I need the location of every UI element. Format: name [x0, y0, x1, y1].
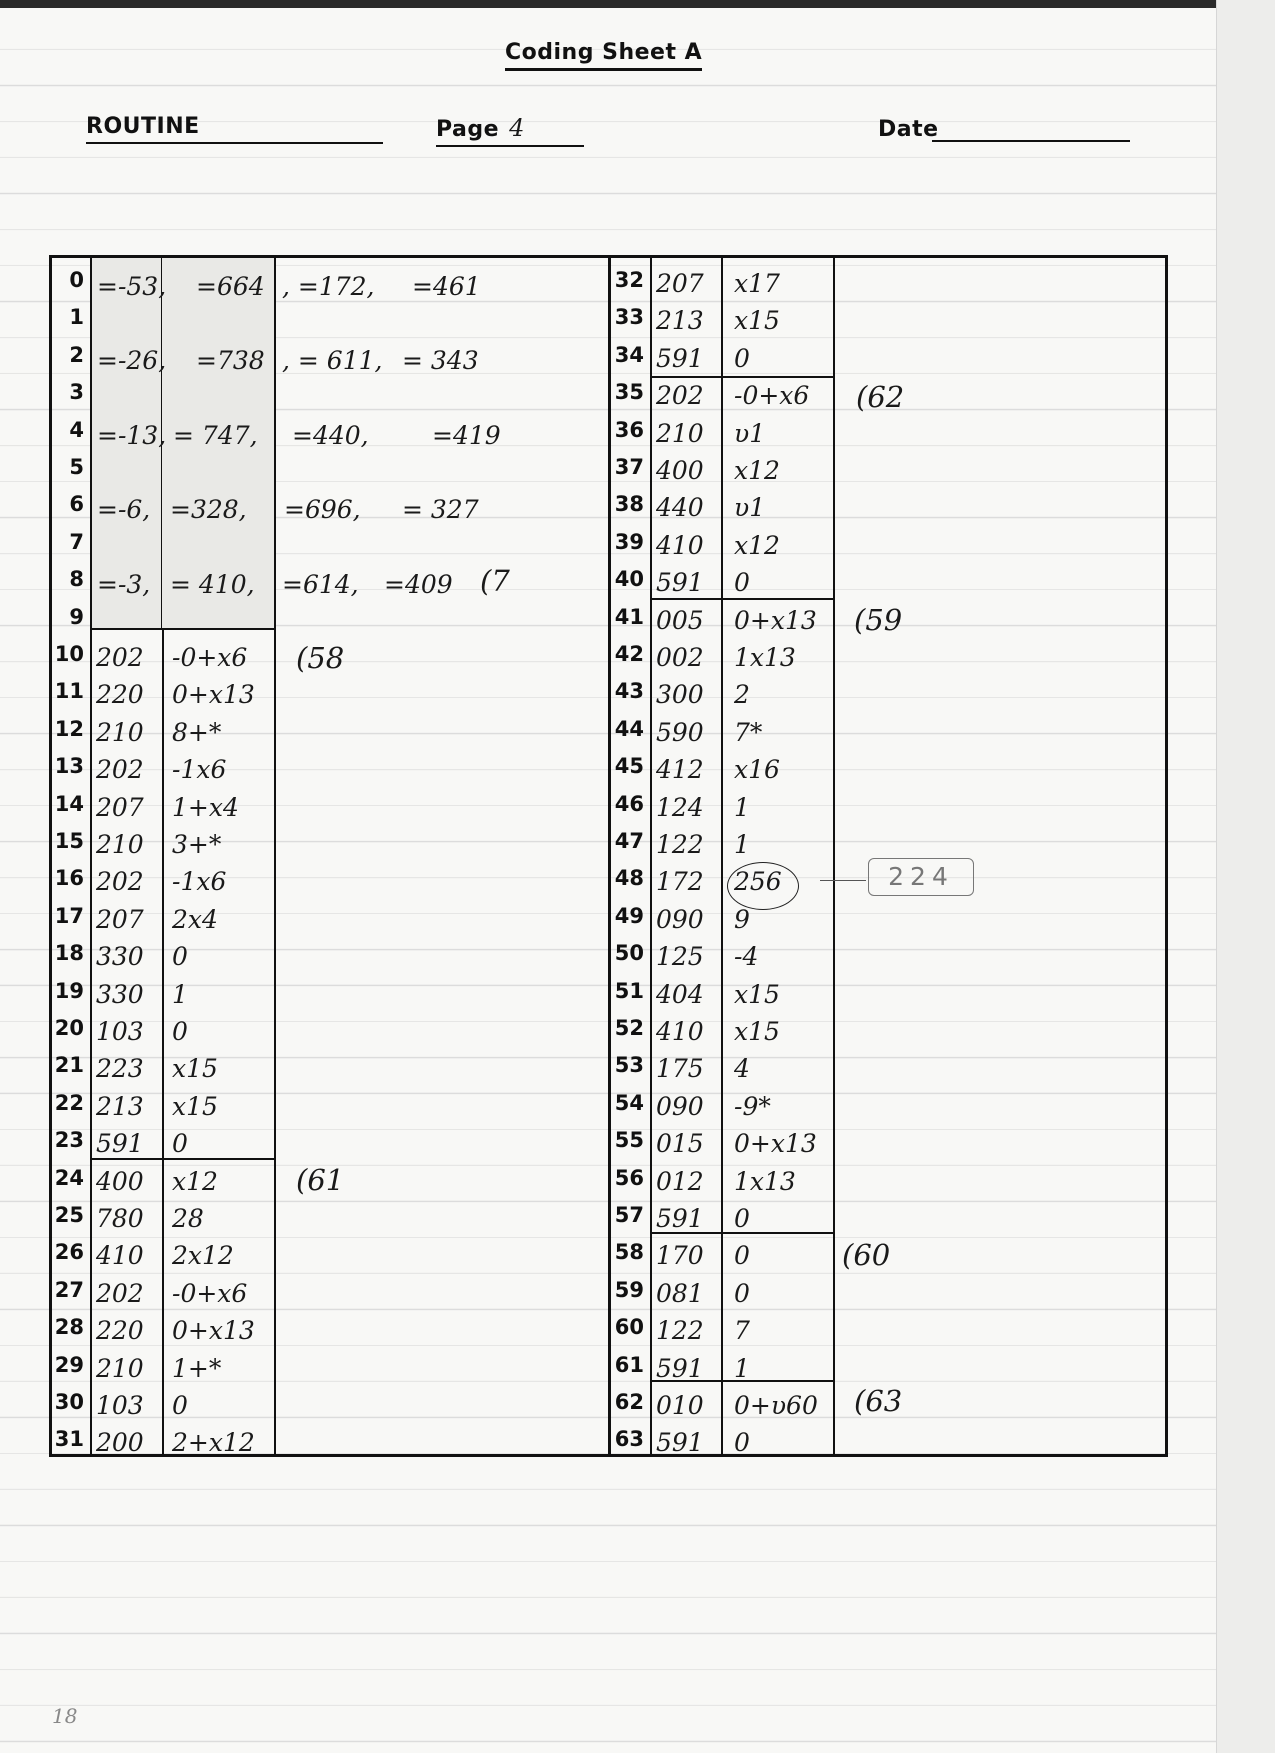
row-number: 58	[614, 1240, 644, 1264]
circled-value-mark	[727, 862, 799, 910]
link-note: (61	[296, 1163, 345, 1197]
operand-code: 1	[172, 980, 188, 1009]
operand-code: x15	[172, 1092, 218, 1121]
address-code: 202	[96, 643, 144, 672]
row-number: 1	[69, 305, 84, 329]
address-code: 175	[656, 1054, 704, 1083]
operand-code: 0+υ60	[734, 1391, 818, 1420]
address-code: 202	[96, 1279, 144, 1308]
constant-entry: =328,	[170, 495, 247, 524]
operand-code: x12	[172, 1167, 218, 1196]
row-number: 28	[54, 1315, 84, 1339]
row-number: 11	[54, 679, 84, 703]
row-number: 59	[614, 1278, 644, 1302]
constant-entry: =696,	[284, 495, 361, 524]
constant-entry: = 410,	[170, 570, 255, 599]
row-number: 44	[614, 717, 644, 741]
constant-entry: =409	[384, 570, 453, 599]
row-number: 43	[614, 679, 644, 703]
row-number: 21	[54, 1053, 84, 1077]
link-note: (60	[842, 1238, 891, 1272]
operand-code: 0	[734, 568, 750, 597]
constant-entry: = 343	[402, 346, 479, 375]
constant-entry: =440,	[292, 421, 369, 450]
address-code: 005	[656, 606, 704, 635]
address-code: 122	[656, 830, 704, 859]
address-code: 404	[656, 980, 704, 1009]
address-code: 122	[656, 1316, 704, 1345]
address-code: 210	[656, 419, 704, 448]
operand-code: 256	[734, 867, 782, 896]
row-number: 61	[614, 1353, 644, 1377]
operand-code: -0+x6	[172, 643, 248, 672]
address-code: 207	[96, 793, 144, 822]
row-number: 62	[614, 1390, 644, 1414]
row-number: 48	[614, 866, 644, 890]
row-number: 8	[69, 567, 84, 591]
operand-code: 1x13	[734, 1167, 796, 1196]
row-number: 7	[69, 530, 84, 554]
address-code: 400	[96, 1167, 144, 1196]
address-code: 210	[96, 1354, 144, 1383]
right-function-rule	[721, 258, 723, 1454]
constant-entry: =419	[432, 421, 501, 450]
row-number: 24	[54, 1166, 84, 1190]
operand-code: 0	[172, 942, 188, 971]
row-number: 35	[614, 380, 644, 404]
address-code: 300	[656, 680, 704, 709]
operand-code: 0	[172, 1017, 188, 1046]
left-function-rule	[162, 628, 164, 1454]
annotation-connector	[820, 880, 866, 881]
operand-code: 8+*	[172, 718, 222, 747]
row-number: 36	[614, 418, 644, 442]
page-field	[436, 114, 584, 147]
address-code: 591	[656, 1428, 704, 1457]
address-code: 103	[96, 1391, 144, 1420]
row-number: 10	[54, 642, 84, 666]
operand-code: υ1	[734, 419, 766, 448]
operand-code: x15	[734, 1017, 780, 1046]
operand-code: -9*	[734, 1092, 771, 1121]
row-number: 60	[614, 1315, 644, 1339]
operand-code: x16	[734, 755, 780, 784]
address-code: 591	[96, 1129, 144, 1158]
link-note: (59	[854, 603, 903, 637]
address-code: 591	[656, 568, 704, 597]
right-comment-rule	[833, 258, 835, 1454]
operand-code: 0	[172, 1129, 188, 1158]
address-code: 410	[656, 531, 704, 560]
row-number: 63	[614, 1427, 644, 1451]
address-code: 410	[96, 1241, 144, 1270]
block-divider	[90, 1158, 276, 1160]
address-code: 010	[656, 1391, 704, 1420]
operand-code: 7*	[734, 718, 763, 747]
row-number: 53	[614, 1053, 644, 1077]
operand-code: 1	[734, 830, 750, 859]
scan-top-edge	[0, 0, 1275, 8]
operand-code: 0	[734, 1241, 750, 1270]
row-number: 15	[54, 829, 84, 853]
operand-code: 0	[734, 1279, 750, 1308]
sheet-title: Coding Sheet A	[505, 40, 702, 71]
address-code: 330	[96, 980, 144, 1009]
block-divider	[90, 628, 276, 630]
block-divider	[650, 598, 835, 600]
link-note: (62	[856, 380, 905, 414]
constant-entry: =-53,	[97, 272, 167, 301]
operand-code: 1	[734, 1354, 750, 1383]
row-number: 19	[54, 979, 84, 1003]
address-code: 202	[656, 381, 704, 410]
address-code: 090	[656, 905, 704, 934]
constant-entry: =-6,	[97, 495, 151, 524]
row-number: 49	[614, 904, 644, 928]
row-number: 42	[614, 642, 644, 666]
operand-code: 0	[172, 1391, 188, 1420]
operand-code: 2x4	[172, 905, 218, 934]
address-code: 170	[656, 1241, 704, 1270]
row-number: 26	[54, 1240, 84, 1264]
operand-code: x15	[734, 980, 780, 1009]
address-code: 081	[656, 1279, 704, 1308]
row-number: 6	[69, 492, 84, 516]
row-number: 56	[614, 1166, 644, 1190]
address-code: 002	[656, 643, 704, 672]
page-value: 4	[509, 114, 525, 142]
row-number: 9	[69, 605, 84, 629]
operand-code: x12	[734, 456, 780, 485]
operand-code: 0	[734, 1204, 750, 1233]
row-number: 39	[614, 530, 644, 554]
operand-code: 9	[734, 905, 750, 934]
address-code: 200	[96, 1428, 144, 1457]
operand-code: x12	[734, 531, 780, 560]
row-number: 29	[54, 1353, 84, 1377]
row-number: 27	[54, 1278, 84, 1302]
constant-entry: =-13,	[97, 421, 167, 450]
operand-code: 2x12	[172, 1241, 234, 1270]
row-number: 0	[69, 268, 84, 292]
block-divider	[650, 376, 835, 378]
row-number: 55	[614, 1128, 644, 1152]
address-code: 591	[656, 344, 704, 373]
operand-code: x15	[734, 306, 780, 335]
row-number: 20	[54, 1016, 84, 1040]
page-label: Page	[436, 117, 500, 142]
constant-entry: = 747,	[173, 421, 258, 450]
row-number: 57	[614, 1203, 644, 1227]
row-number: 51	[614, 979, 644, 1003]
row-number: 54	[614, 1091, 644, 1115]
constant-entry: , =172,	[282, 272, 375, 301]
row-number: 31	[54, 1427, 84, 1451]
operand-code: -0+x6	[734, 381, 810, 410]
address-code: 412	[656, 755, 704, 784]
address-code: 780	[96, 1204, 144, 1233]
row-number: 23	[54, 1128, 84, 1152]
address-code: 213	[656, 306, 704, 335]
operand-code: 28	[172, 1204, 204, 1233]
row-number: 38	[614, 492, 644, 516]
constant-entry: =-26,	[97, 346, 167, 375]
row-number: 3	[69, 380, 84, 404]
operand-code: 1x13	[734, 643, 796, 672]
constant-entry: =461	[412, 272, 481, 301]
row-number: 12	[54, 717, 84, 741]
link-note: (63	[854, 1384, 903, 1418]
operand-code: 0+x13	[734, 606, 817, 635]
address-code: 210	[96, 718, 144, 747]
address-code: 172	[656, 867, 704, 896]
boxed-correction: 224	[868, 858, 974, 896]
address-code: 410	[656, 1017, 704, 1046]
address-code: 220	[96, 680, 144, 709]
constant-entry: =614,	[282, 570, 359, 599]
constant-entry: =-3,	[97, 570, 151, 599]
row-number: 18	[54, 941, 84, 965]
date-field-line	[932, 140, 1130, 142]
address-code: 220	[96, 1316, 144, 1345]
operand-code: x17	[734, 269, 780, 298]
address-code: 202	[96, 755, 144, 784]
constant-entry: =664	[196, 272, 265, 301]
address-code: 213	[96, 1092, 144, 1121]
row-number: 37	[614, 455, 644, 479]
operand-code: -0+x6	[172, 1279, 248, 1308]
row-number: 14	[54, 792, 84, 816]
row-number: 46	[614, 792, 644, 816]
address-code: 124	[656, 793, 704, 822]
row-number: 50	[614, 941, 644, 965]
constant-entry: =738	[196, 346, 265, 375]
row-number: 32	[614, 268, 644, 292]
constant-entry: , = 611,	[282, 346, 383, 375]
left-comment-rule	[274, 258, 276, 1454]
operand-code: x15	[172, 1054, 218, 1083]
address-code: 207	[656, 269, 704, 298]
row-number: 30	[54, 1390, 84, 1414]
operand-code: 0	[734, 1428, 750, 1457]
operand-code: -1x6	[172, 755, 227, 784]
row-number: 17	[54, 904, 84, 928]
operand-code: 1+x4	[172, 793, 239, 822]
address-code: 330	[96, 942, 144, 971]
operand-code: 7	[734, 1316, 750, 1345]
routine-label: ROUTINE	[86, 114, 383, 144]
address-code: 103	[96, 1017, 144, 1046]
operand-code: υ1	[734, 493, 766, 522]
operand-code: 3+*	[172, 830, 222, 859]
address-code: 400	[656, 456, 704, 485]
row-number: 33	[614, 305, 644, 329]
row-number: 4	[69, 418, 84, 442]
row-number: 45	[614, 754, 644, 778]
address-code: 012	[656, 1167, 704, 1196]
right-address-rule	[650, 258, 652, 1454]
link-note: (58	[296, 641, 345, 675]
date-label: Date	[878, 117, 939, 142]
corner-pencil-mark: 18	[52, 1704, 78, 1728]
address-code: 440	[656, 493, 704, 522]
address-code: 207	[96, 905, 144, 934]
row-number: 16	[54, 866, 84, 890]
operand-code: 2	[734, 680, 750, 709]
left-address-rule	[90, 258, 92, 1454]
operand-code: 1+*	[172, 1354, 222, 1383]
row-number: 52	[614, 1016, 644, 1040]
operand-code: 2+x12	[172, 1428, 255, 1457]
scan-right-edge	[1216, 0, 1275, 1753]
address-code: 090	[656, 1092, 704, 1121]
operand-code: 4	[734, 1054, 750, 1083]
operand-code: 0	[734, 344, 750, 373]
operand-code: -4	[734, 942, 759, 971]
operand-code: 0+x13	[172, 1316, 255, 1345]
address-code: 202	[96, 867, 144, 896]
row-number: 5	[69, 455, 84, 479]
row-number: 25	[54, 1203, 84, 1227]
operand-code: -1x6	[172, 867, 227, 896]
address-code: 591	[656, 1354, 704, 1383]
row-number: 40	[614, 567, 644, 591]
constant-entry: = 327	[402, 495, 479, 524]
row-number: 13	[54, 754, 84, 778]
operand-code: 1	[734, 793, 750, 822]
address-code: 125	[656, 942, 704, 971]
address-code: 223	[96, 1054, 144, 1083]
address-code: 015	[656, 1129, 704, 1158]
row-number: 41	[614, 605, 644, 629]
row-number: 34	[614, 343, 644, 367]
address-code: 210	[96, 830, 144, 859]
row-number: 2	[69, 343, 84, 367]
address-code: 590	[656, 718, 704, 747]
address-code: 591	[656, 1204, 704, 1233]
row-number: 47	[614, 829, 644, 853]
operand-code: 0+x13	[734, 1129, 817, 1158]
operand-code: 0+x13	[172, 680, 255, 709]
constant-note: (7	[480, 564, 510, 598]
row-number: 22	[54, 1091, 84, 1115]
